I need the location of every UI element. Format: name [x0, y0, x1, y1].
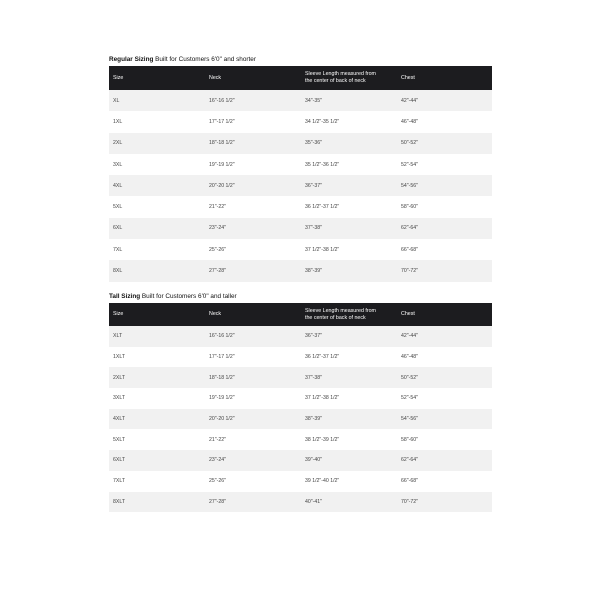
header-sleeve: Sleeve Length measured from the center of back of neck	[305, 71, 376, 84]
cell-sleeve: 37 1/2"-38 1/2"	[305, 395, 340, 402]
cell-chest: 54"-56"	[401, 416, 418, 423]
cell-sleeve: 37 1/2"-38 1/2"	[305, 246, 340, 253]
regular-sizing-subtitle: Built for Customers 6'0" and shorter	[153, 56, 256, 63]
regular-sizing-title: Regular Sizing	[109, 56, 154, 63]
cell-neck: 20"-20 1/2"	[209, 182, 235, 189]
header-sleeve: Sleeve Length measured from the center of back of neck	[305, 307, 376, 321]
cell-neck: 21"-22"	[209, 436, 226, 443]
cell-sleeve: 35"-36"	[305, 140, 322, 147]
cell-size: 1XL	[113, 118, 123, 125]
cell-size: 8XL	[113, 268, 123, 275]
cell-sleeve: 36 1/2"-37 1/2"	[305, 204, 340, 211]
table-row	[109, 388, 492, 409]
cell-chest: 52"-54"	[401, 161, 418, 168]
table-row	[109, 133, 492, 154]
header-chest: Chest	[401, 311, 415, 317]
cell-chest: 42"-44"	[401, 333, 418, 340]
cell-neck: 21"-22"	[209, 204, 226, 211]
cell-chest: 62"-64"	[401, 225, 418, 232]
tall-sizing-section	[109, 292, 492, 512]
tall-sizing-subtitle: Built for Customers 6'0" and taller	[140, 293, 237, 300]
cell-chest: 66"-68"	[401, 246, 418, 253]
table-row	[109, 239, 492, 260]
table-row	[109, 111, 492, 132]
cell-neck: 27"-28"	[209, 268, 226, 275]
cell-size: 7XL	[113, 246, 123, 253]
cell-chest: 46"-48"	[401, 354, 418, 361]
table-row	[109, 492, 492, 513]
table-row	[109, 326, 492, 347]
cell-chest: 50"-52"	[401, 140, 418, 147]
table-row	[109, 196, 492, 217]
table-row	[109, 471, 492, 492]
cell-sleeve: 34"-35"	[305, 97, 322, 104]
header-size: Size	[113, 311, 124, 317]
cell-chest: 62"-64"	[401, 457, 418, 464]
cell-size: 8XLT	[113, 498, 126, 505]
cell-size: 1XLT	[113, 354, 126, 361]
cell-sleeve: 39 1/2"-40 1/2"	[305, 478, 340, 485]
cell-sleeve: 34 1/2"-35 1/2"	[305, 118, 340, 125]
table-header-row	[109, 66, 492, 90]
cell-chest: 70"-72"	[401, 498, 418, 505]
table-row	[109, 260, 492, 281]
cell-size: 3XL	[113, 161, 123, 168]
cell-size: 2XLT	[113, 374, 126, 381]
cell-neck: 19"-19 1/2"	[209, 161, 235, 168]
table-row	[109, 154, 492, 175]
cell-size: 7XLT	[113, 478, 126, 485]
table-header-row	[109, 303, 492, 326]
cell-size: 4XL	[113, 182, 123, 189]
header-neck: Neck	[209, 74, 222, 81]
cell-size: 5XL	[113, 204, 123, 211]
cell-size: 3XLT	[113, 395, 126, 402]
cell-neck: 16"-16 1/2"	[209, 333, 235, 340]
cell-neck: 19"-19 1/2"	[209, 395, 235, 402]
cell-neck: 23"-24"	[209, 457, 226, 464]
cell-chest: 70"-72"	[401, 268, 418, 275]
tall-table-body	[109, 326, 492, 512]
cell-neck: 18"-18 1/2"	[209, 374, 235, 381]
table-row	[109, 429, 492, 450]
header-chest: Chest	[401, 74, 415, 81]
table-row	[109, 218, 492, 239]
cell-size: 2XL	[113, 140, 123, 147]
cell-neck: 16"-16 1/2"	[209, 97, 235, 104]
cell-size: 4XLT	[113, 416, 126, 423]
regular-sizing-caption	[109, 55, 492, 66]
cell-neck: 17"-17 1/2"	[209, 118, 235, 125]
cell-sleeve: 38"-39"	[305, 268, 322, 275]
tall-sizing-title: Tall Sizing	[109, 293, 141, 300]
cell-chest: 52"-54"	[401, 395, 418, 402]
table-row	[109, 409, 492, 430]
cell-sleeve: 37"-38"	[305, 225, 322, 232]
cell-chest: 58"-60"	[401, 436, 418, 443]
cell-neck: 27"-28"	[209, 498, 226, 505]
cell-sleeve: 36"-37"	[305, 333, 322, 340]
cell-chest: 54"-56"	[401, 182, 418, 189]
cell-neck: 20"-20 1/2"	[209, 416, 235, 423]
cell-sleeve: 36"-37"	[305, 182, 322, 189]
regular-size-table	[109, 66, 492, 282]
cell-sleeve: 35 1/2"-36 1/2"	[305, 161, 340, 168]
table-row	[109, 347, 492, 368]
cell-size: 6XL	[113, 225, 123, 232]
cell-chest: 66"-68"	[401, 478, 418, 485]
cell-sleeve: 36 1/2"-37 1/2"	[305, 354, 340, 361]
cell-chest: 58"-60"	[401, 204, 418, 211]
cell-size: 6XLT	[113, 457, 126, 464]
header-size: Size	[113, 74, 124, 81]
cell-sleeve: 38"-39"	[305, 416, 322, 423]
table-row	[109, 90, 492, 111]
cell-neck: 25"-26"	[209, 478, 226, 485]
regular-sizing-section	[109, 55, 492, 282]
table-row	[109, 450, 492, 471]
cell-neck: 18"-18 1/2"	[209, 140, 235, 147]
cell-sleeve: 38 1/2"-39 1/2"	[305, 436, 340, 443]
tall-size-table	[109, 303, 492, 512]
cell-size: 5XLT	[113, 436, 126, 443]
cell-neck: 17"-17 1/2"	[209, 354, 235, 361]
cell-size: XLT	[113, 333, 123, 340]
cell-sleeve: 39"-40"	[305, 457, 322, 464]
cell-chest: 42"-44"	[401, 97, 418, 104]
tall-sizing-caption	[109, 292, 492, 303]
table-row	[109, 175, 492, 196]
cell-size: XL	[113, 97, 120, 104]
cell-neck: 23"-24"	[209, 225, 226, 232]
cell-neck: 25"-26"	[209, 246, 226, 253]
cell-sleeve: 40"-41"	[305, 498, 322, 505]
table-row	[109, 367, 492, 388]
cell-chest: 46"-48"	[401, 118, 418, 125]
cell-chest: 50"-52"	[401, 374, 418, 381]
header-neck: Neck	[209, 311, 222, 317]
cell-sleeve: 37"-38"	[305, 374, 322, 381]
regular-table-body	[109, 90, 492, 282]
